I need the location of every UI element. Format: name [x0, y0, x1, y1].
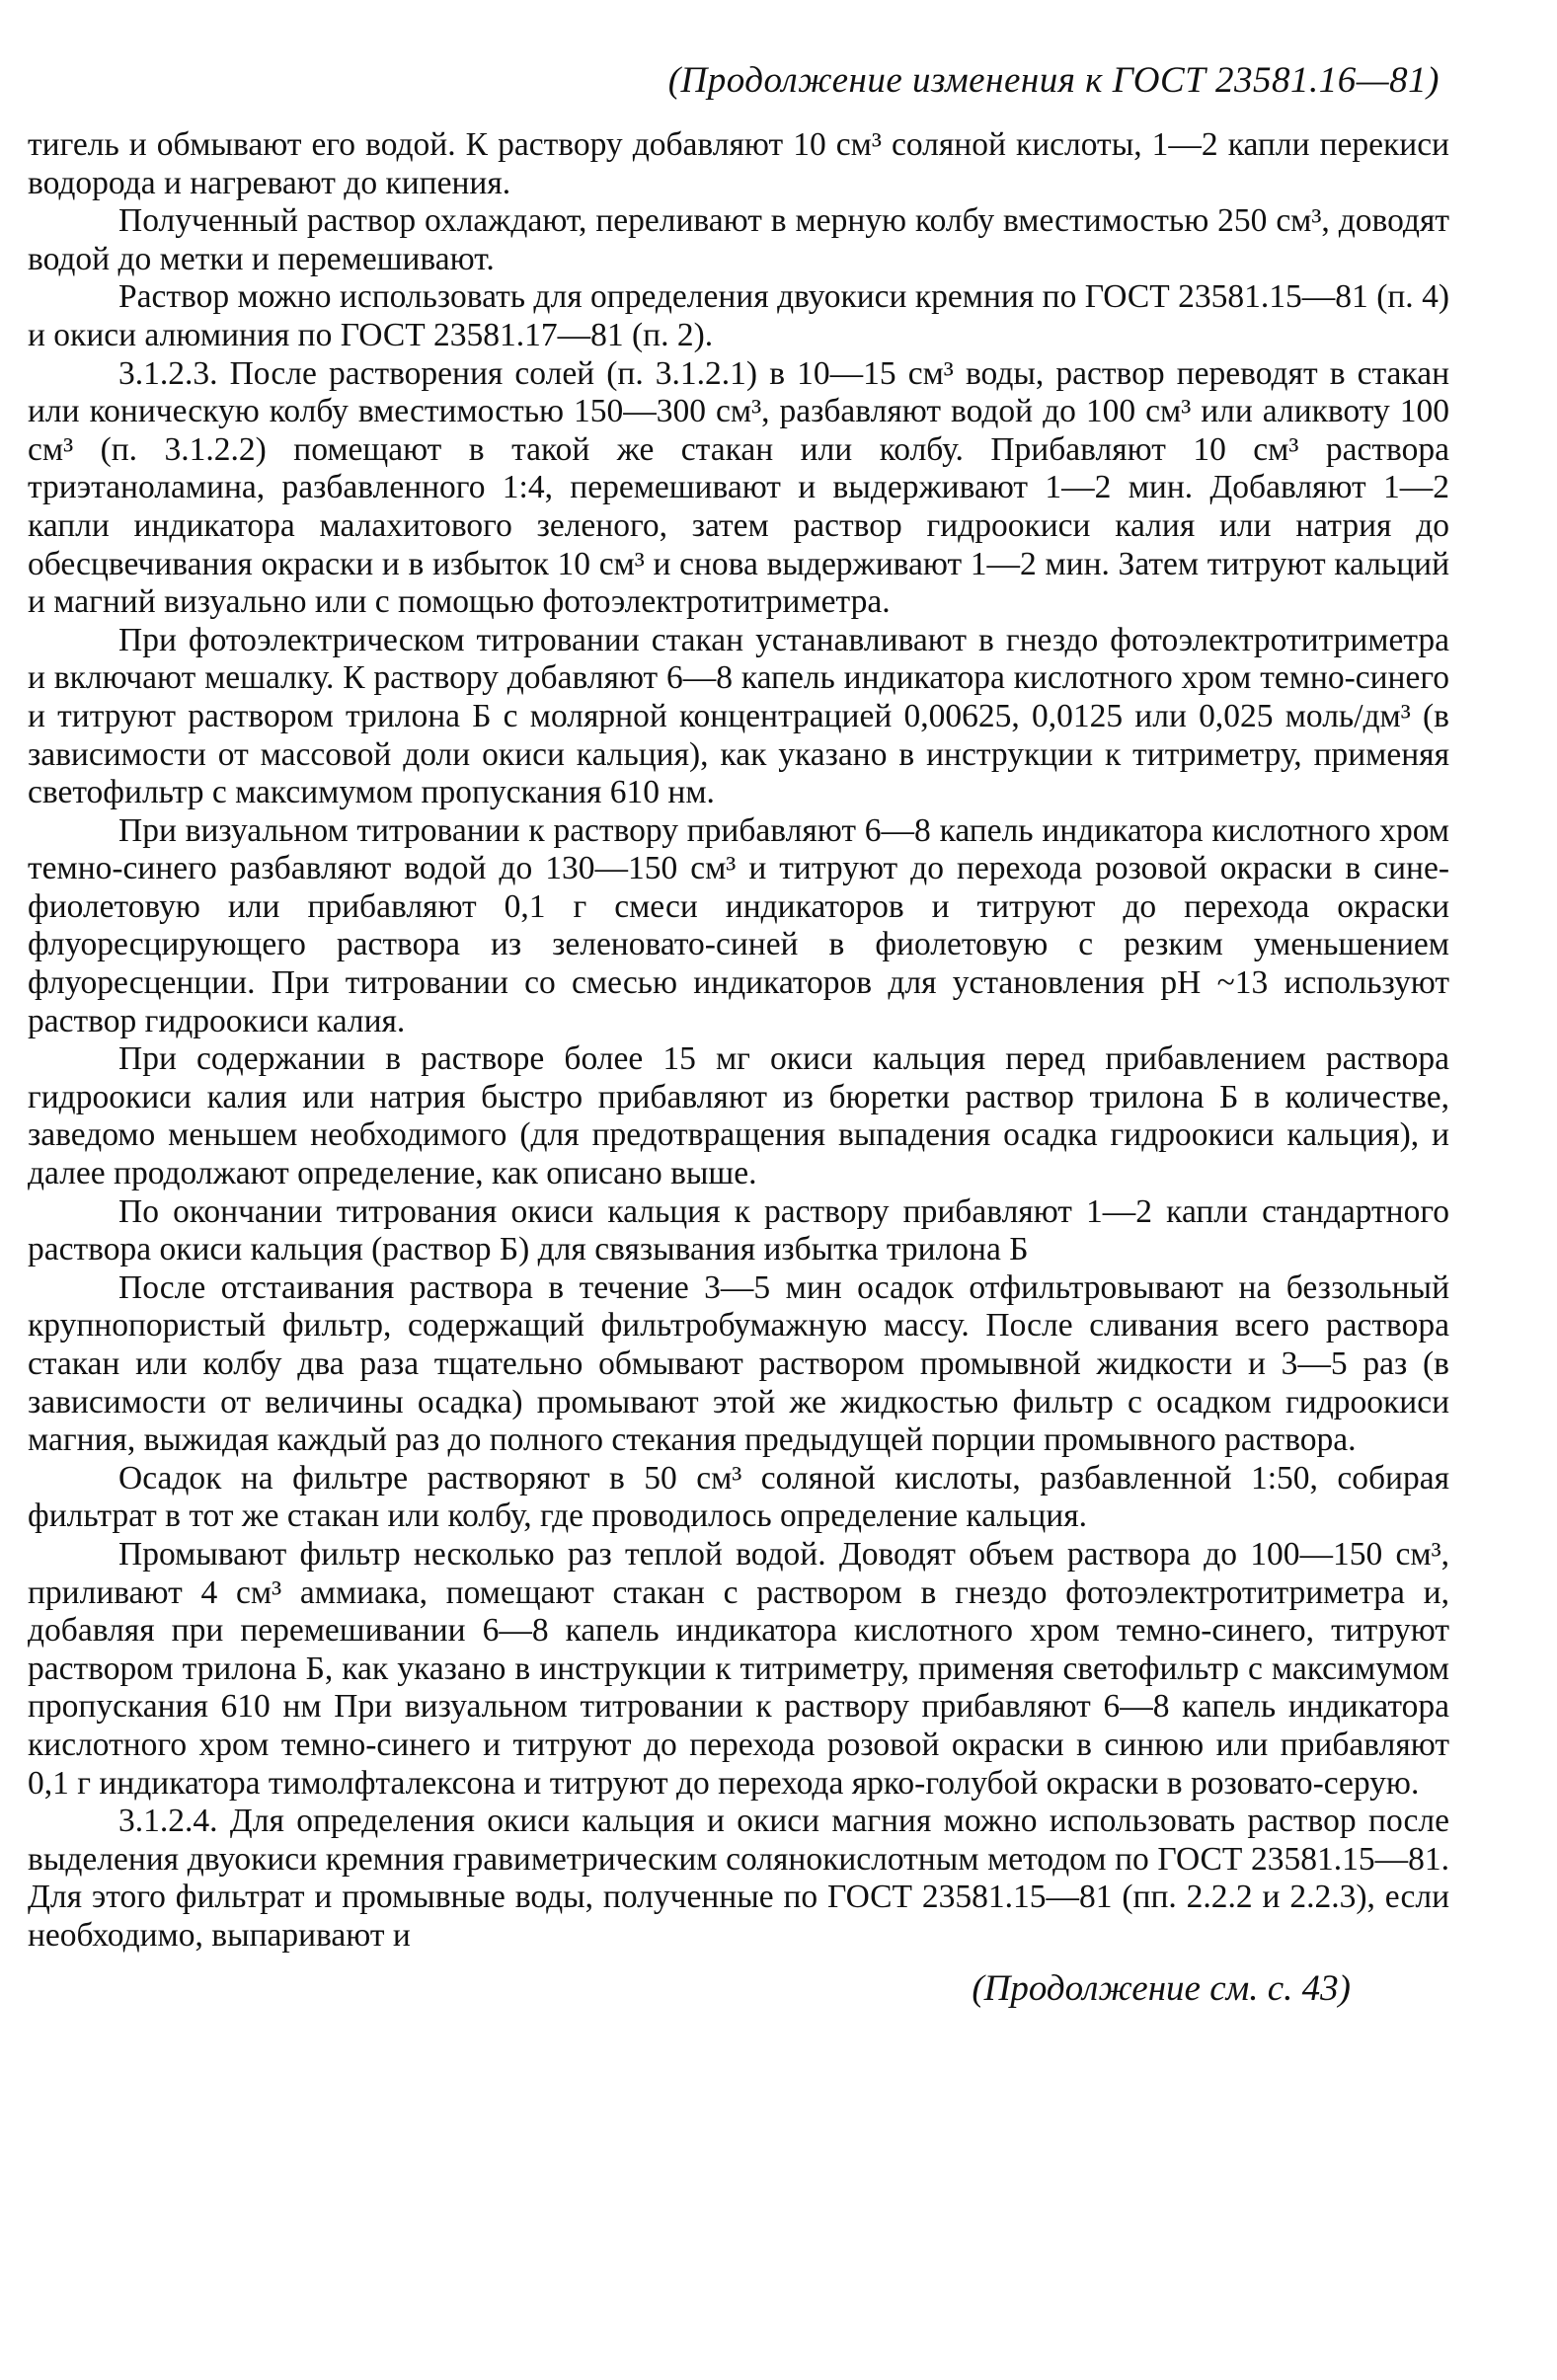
paragraph-1: тигель и обмывают его водой. К раствору добавляют 10 см³ соляной кислоты, 1—2 капли перекиси водорода и нагревают до кипения. — [28, 126, 1449, 201]
paragraph-5: При фотоэлектрическом титровании стакан устанавливают в гнездо фотоэлектротитриметра и включают мешалку. К раствору добавляют 6—8 капель индикатора кислотного хром темно-синего и титруют раствором трилона Б с молярной концентрацией 0,00625, 0,0125 или 0,025 моль/дм³ (в зависимости от массовой доли окиси кальция), как указано в инструкции к титриметру, применяя светофильтр с максимумом пропускания 610 нм. — [28, 621, 1449, 811]
running-header: (Продолжение изменения к ГОСТ 23581.16—81) — [667, 60, 1440, 101]
document-page — [28, 57, 1449, 2013]
paragraph-12: 3.1.2.4. Для определения окиси кальция и окиси магния можно использовать раствор после выделения двуокиси кремния гравиметрическим солянокислотным методом по ГОСТ 23581.15—81. Для этого фильтрат и промывные воды, полученные по ГОСТ 23581.15—81 (пп. 2.2.2 и 2.2.3), если необходимо, выпаривают и — [28, 1803, 1449, 1954]
paragraph-4: 3.1.2.3. После растворения солей (п. 3.1.2.1) в 10—15 см³ воды, раствор переводят в стакан или коническую колбу вместимостью 150—300 см³, разбавляют водой до 100 см³ или аликвоту 100 см³ (п. 3.1.2.2) помещают в такой же стакан или колбу. Прибавляют 10 см³ раствора триэтаноламина, разбавленного 1:4, перемешивают и выдерживают 1—2 мин. Добавляют 1—2 капли индикатора малахитового зеленого, затем раствор гидроокиси калия или натрия до обесцвечивания окраски и в избыток 10 см³ и снова выдерживают 1—2 мин. Затем титруют кальций и магний визуально или с помощью фотоэлектротитриметра. — [28, 354, 1449, 621]
paragraph-6: При визуальном титровании к раствору прибавляют 6—8 капель индикатора кислотного хром темно-синего разбавляют водой до 130—150 см³ и титруют до перехода розовой окраски в сине-фиолетовую или прибавляют 0,1 г смеси индикаторов и титруют до перехода окраски флуоресцирующего раствора из зеленовато-синей в фиолетовую с резким уменьшением флуоресценции. При титровании со смесью индикаторов для установления pH ~13 используют раствор гидроокиси калия. — [28, 811, 1449, 1039]
body-text — [28, 126, 1449, 1956]
paragraph-3: Раствор можно использовать для определения двуокиси кремния по ГОСТ 23581.15—81 (п. 4) и окиси алюминия по ГОСТ 23581.17—81 (п. 2). — [28, 278, 1449, 353]
paragraph-2: Полученный раствор охлаждают, переливают в мерную колбу вместимостью 250 см³, доводят водой до метки и перемешивают. — [28, 202, 1449, 277]
paragraph-10: Осадок на фильтре растворяют в 50 см³ соляной кислоты, разбавленной 1:50, собирая фильтрат в тот же стакан или колбу, где проводилось определение кальция. — [28, 1459, 1449, 1535]
paragraph-7: При содержании в растворе более 15 мг окиси кальция перед прибавлением раствора гидроокиси калия или натрия быстро прибавляют из бюретки раствор трилона Б в количестве, заведомо меньшем необходимого (для предотвращения выпадения осадка гидроокиси кальция), и далее продолжают определение, как описано выше. — [28, 1040, 1449, 1192]
paragraph-9: После отстаивания раствора в течение 3—5 мин осадок отфильтровывают на беззольный крупнопористый фильтр, содержащий фильтробумажную массу. После сливания всего раствора стакан или колбу два раза тщательно обмывают раствором промывной жидкости и 3—5 раз (в зависимости от величины осадка) промывают этой же жидкостью фильтр с осадком гидроокиси магния, выжидая каждый раз до полного стекания предыдущей порции промывного раствора. — [28, 1268, 1449, 1459]
paragraph-8: По окончании титрования окиси кальция к раствору прибавляют 1—2 капли стандартного раствора окиси кальция (раствор Б) для связывания избытка трилона Б — [28, 1192, 1449, 1268]
continuation-footer: (Продолжение см. с. 43) — [972, 1967, 1351, 2009]
paragraph-11: Промывают фильтр несколько раз теплой водой. Доводят объем раствора до 100—150 см³, приливают 4 см³ аммиака, помещают стакан с раствором в гнездо фотоэлектротитриметра и, добавляя при перемешивании 6—8 капель индикатора кислотного хром темно-синего, титруют раствором трилона Б, как указано в инструкции к титриметру, применяя светофильтр с максимумом пропускания 610 нм При визуальном титровании к раствору прибавляют 6—8 капель индикатора кислотного хром темно-синего и титруют до перехода розовой окраски в синюю или прибавляют 0,1 г индикатора тимолфталексона и титруют до перехода ярко-голубой окраски в розовато-серую. — [28, 1535, 1449, 1802]
